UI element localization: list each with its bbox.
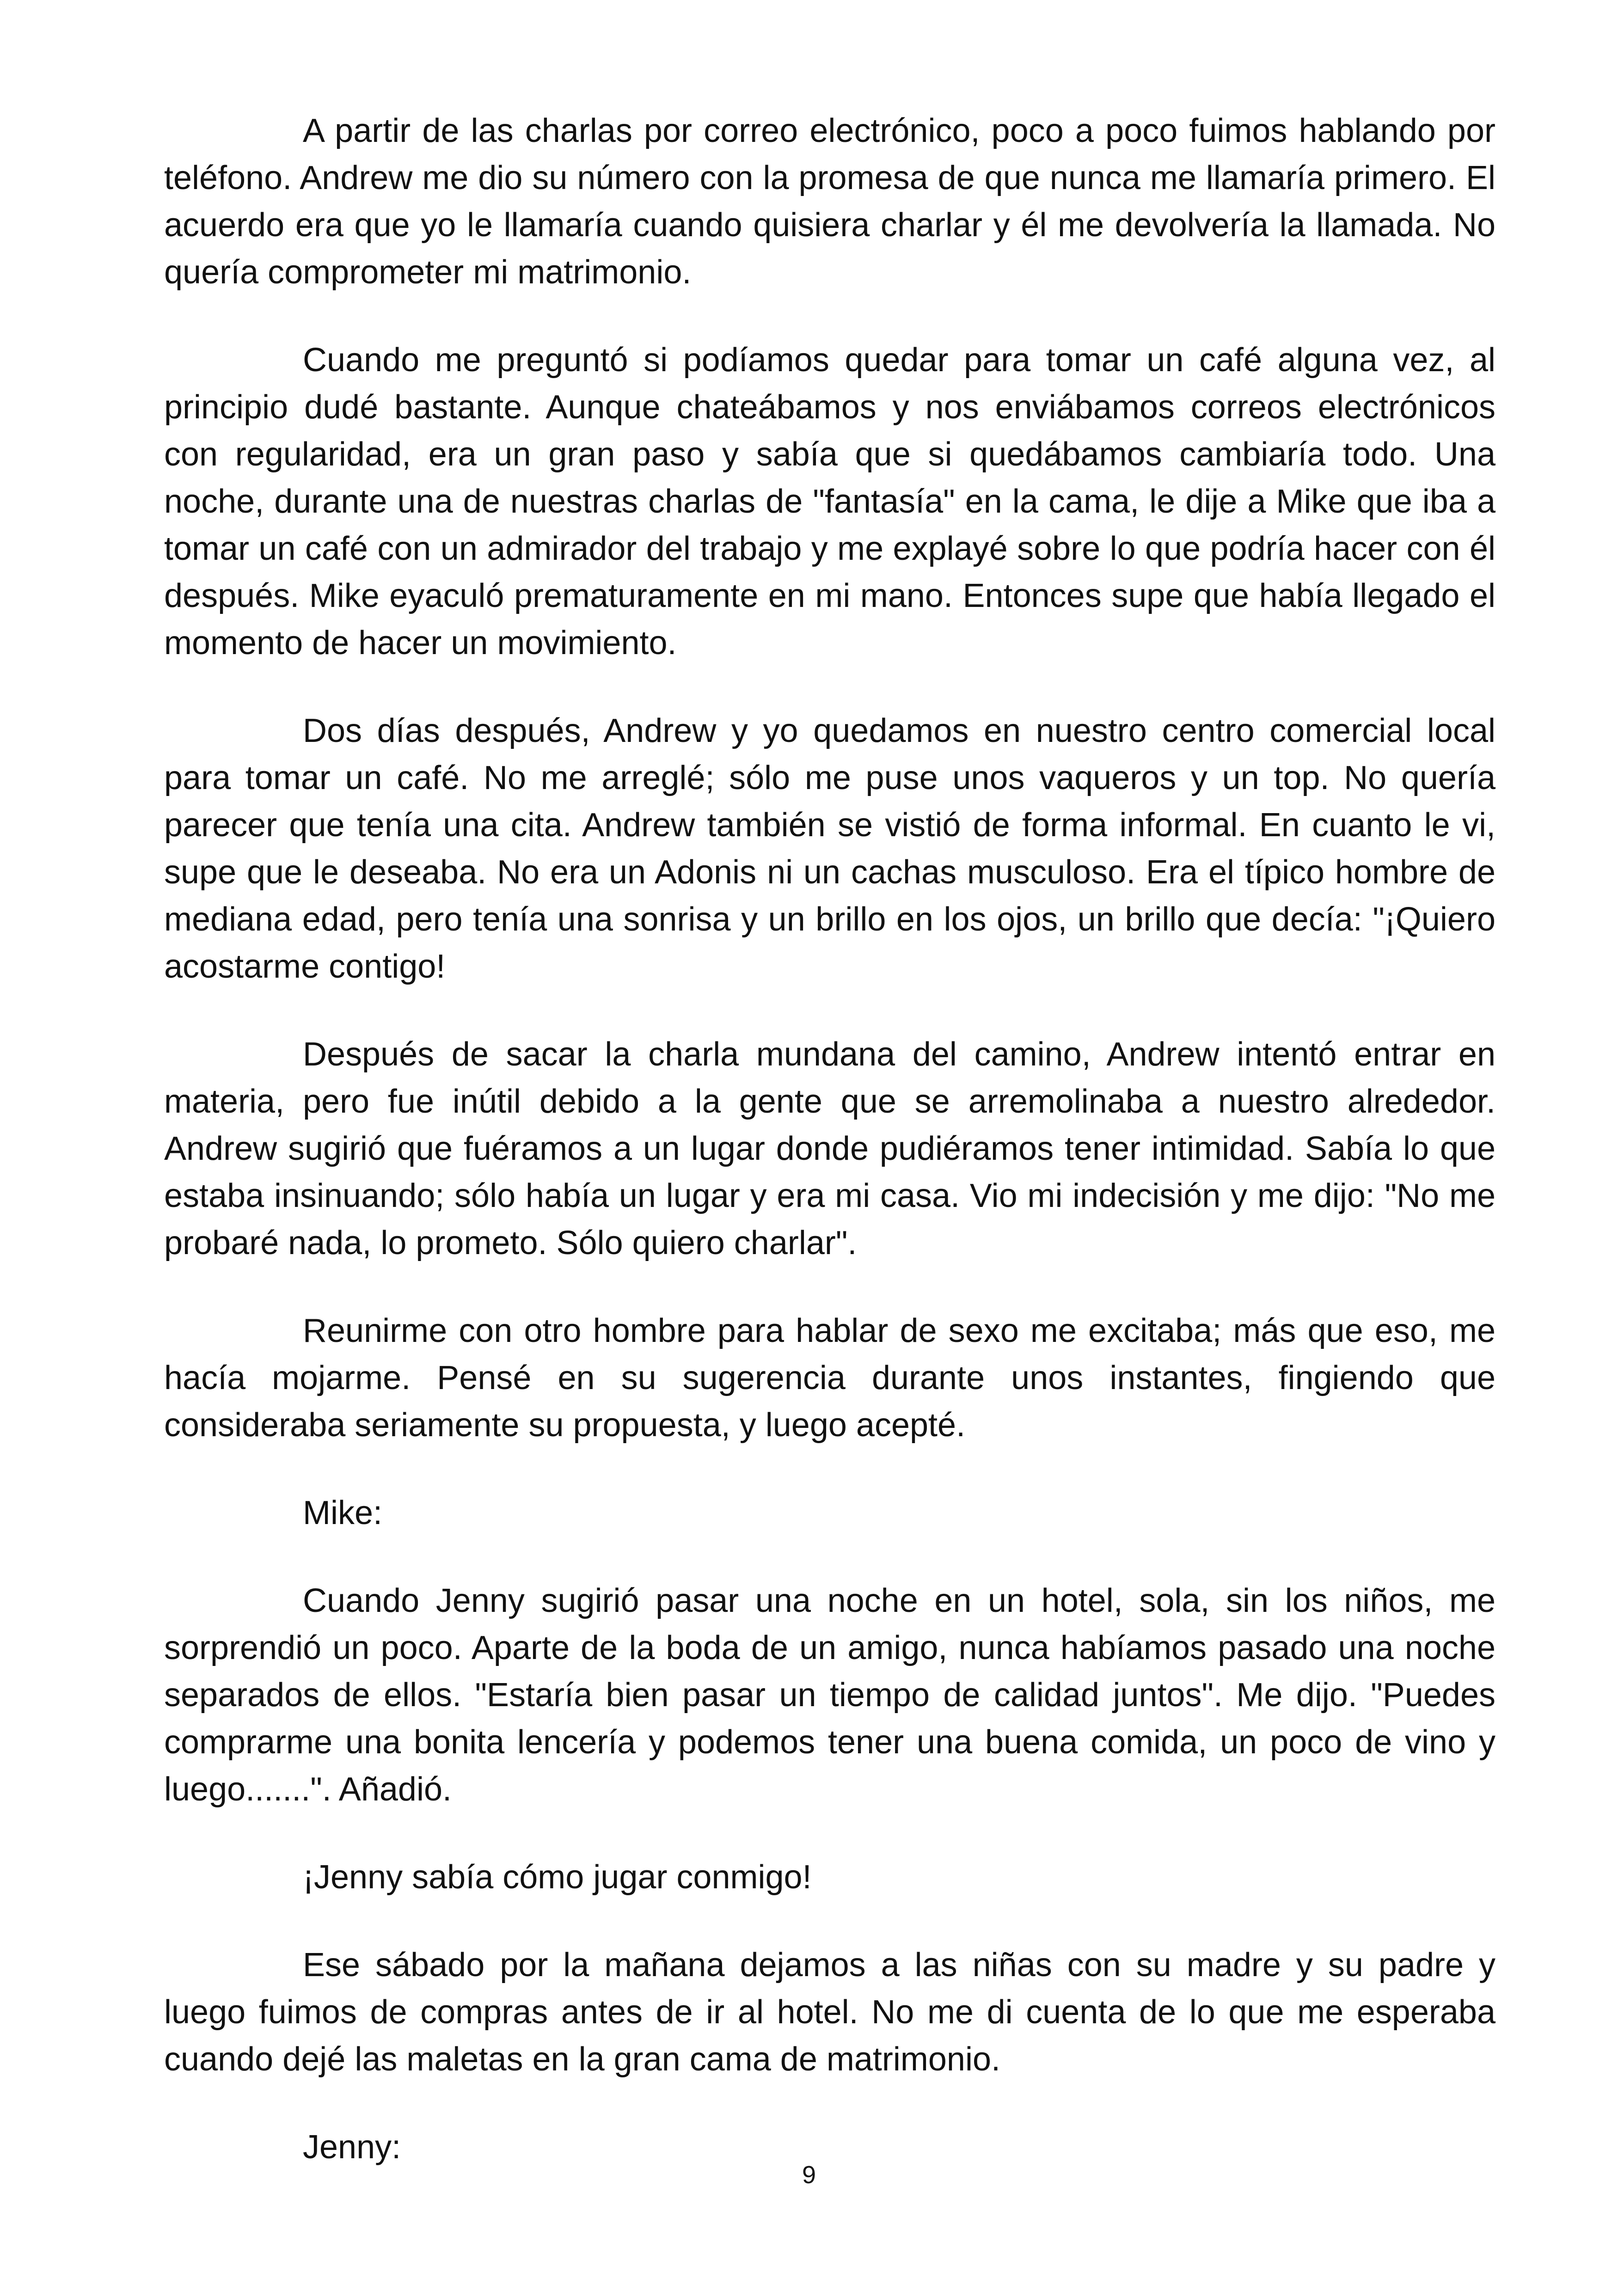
paragraph-5: Reunirme con otro hombre para hablar de sexo me excitaba; más que eso, me hacía mojarme. Pensé en su sugerencia durante unos instantes, fingiendo que consideraba seriamente su propuesta, y luego acepté.	[164, 1312, 1495, 1444]
paragraph-2: Cuando me preguntó si podíamos quedar para tomar un café alguna vez, al principio dudé bastante. Aunque chateábamos y nos enviábamos correos electrónicos con regularidad, era un gran paso y sabía que si quedábamos cambiaría todo. Una noche, durante una de nuestras charlas de "fantasía" en la cama, le dije a Mike que iba a tomar un café con un admirador del trabajo y me explayé sobre lo que podría hacer con él después. Mike eyaculó prematuramente en mi mano. Entonces supe que había llegado el momento de hacer un movimiento.	[164, 342, 1495, 661]
paragraph-7: ¡Jenny sabía cómo jugar conmigo!	[303, 1859, 812, 1896]
paragraph-8: Ese sábado por la mañana dejamos a las niñas con su madre y su padre y luego fuimos de compras antes de ir al hotel. No me di cuenta de lo que me esperaba cuando dejé las maletas en la gran cama de matrimonio.	[164, 1947, 1495, 2078]
speaker-heading-mike: Mike:	[303, 1494, 383, 1531]
paragraph-4: Después de sacar la charla mundana del camino, Andrew intentó entrar en materia, pero fue inútil debido a la gente que se arremolinaba a nuestro alrededor. Andrew sugirió que fuéramos a un lugar donde pudiéramos tener intimidad. Sabía lo que estaba insinuando; sólo había un lugar y era mi casa. Vio mi indecisión y me dijo: "No me probaré nada, lo prometo. Sólo quiero charlar".	[164, 1036, 1495, 1261]
body-text	[164, 107, 1495, 2211]
speaker-heading-jenny: Jenny:	[303, 2129, 401, 2166]
paragraph-6: Cuando Jenny sugirió pasar una noche en un hotel, sola, sin los niños, me sorprendió un poco. Aparte de la boda de un amigo, nunca habíamos pasado una noche separados de ellos. "Estaría bien pasar un tiempo de calidad juntos". Me dijo. "Puedes comprarme una bonita lencería y podemos tener una buena comida, un poco de vino y luego.......". Añadió.	[164, 1582, 1495, 1808]
paragraph-1: A partir de las charlas por correo electrónico, poco a poco fuimos hablando por teléfono. Andrew me dio su número con la promesa de que nunca me llamaría primero. El acuerdo era que yo le llamaría cuando quisiera charlar y él me devolvería la llamada. No quería comprometer mi matrimonio.	[164, 112, 1495, 291]
page-number: 9	[802, 2161, 816, 2189]
paragraph-3: Dos días después, Andrew y yo quedamos en nuestro centro comercial local para tomar un café. No me arreglé; sólo me puse unos vaqueros y un top. No quería parecer que tenía una cita. Andrew también se vistió de forma informal. En cuanto le vi, supe que le deseaba. No era un Adonis ni un cachas musculoso. Era el típico hombre de mediana edad, pero tenía una sonrisa y un brillo en los ojos, un brillo que decía: "¡Quiero acostarme contigo!	[164, 712, 1495, 985]
